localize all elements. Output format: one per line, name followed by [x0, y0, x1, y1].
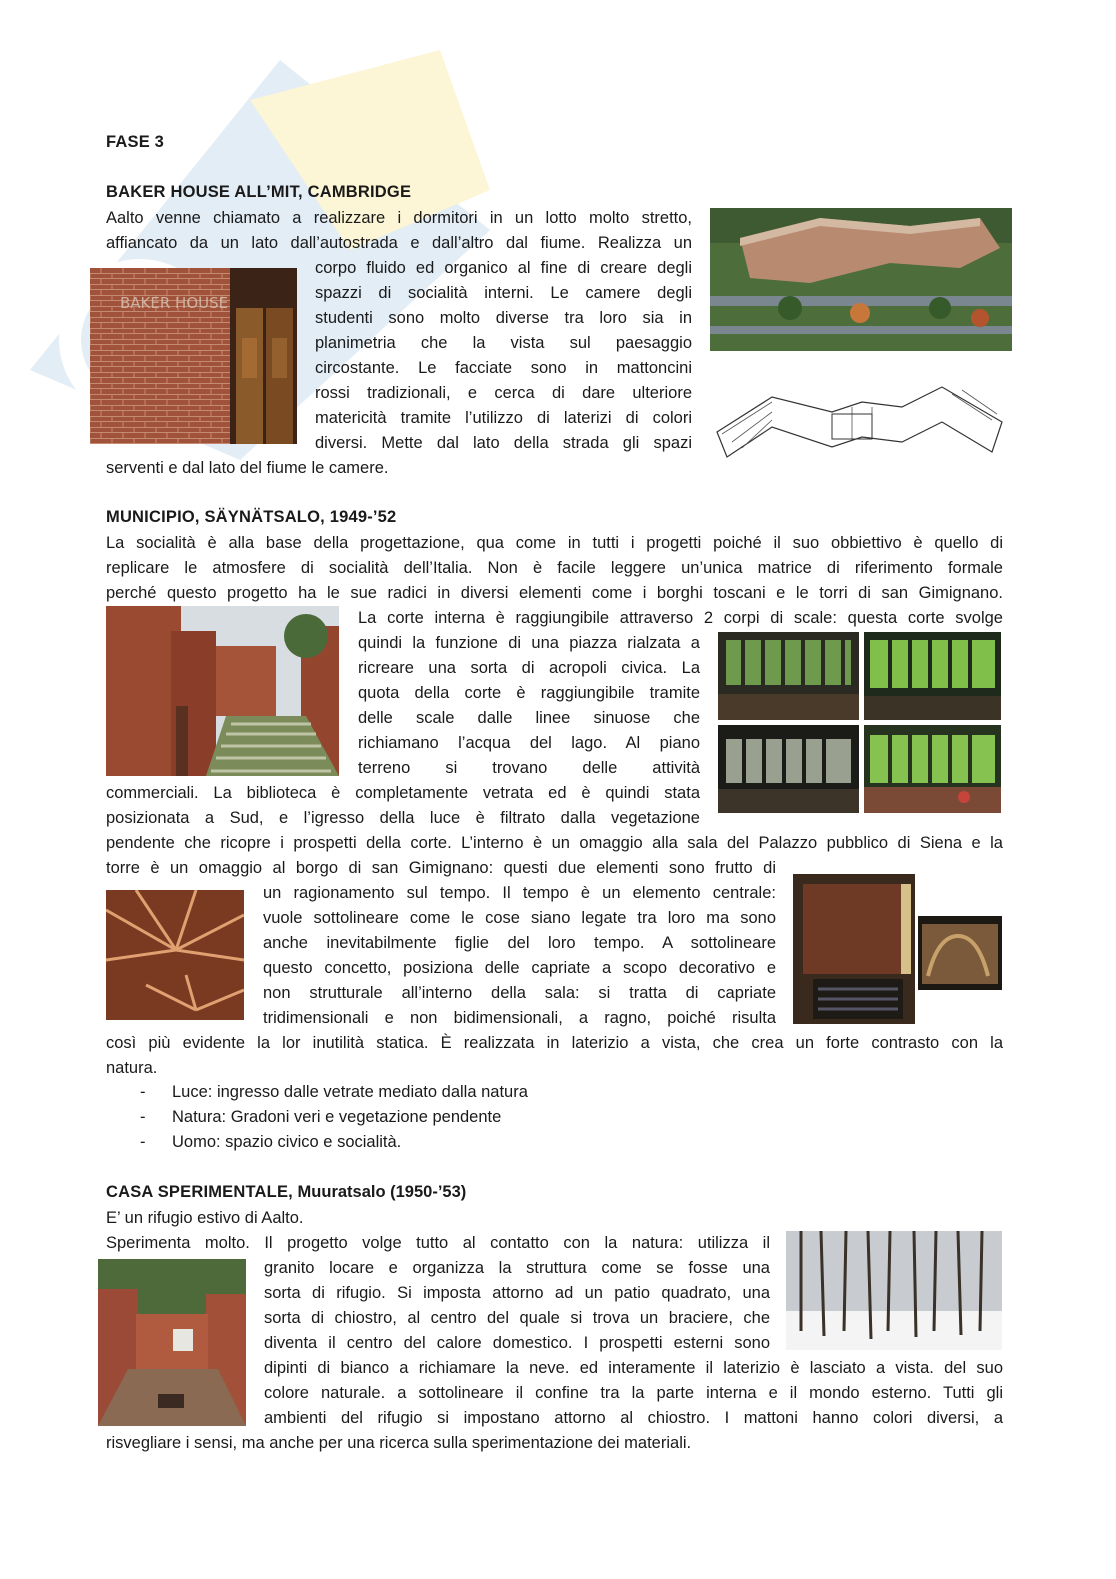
casa-line: sorta di chiostro, al centro del quale si trova un braciere, che [264, 1309, 770, 1327]
library-interior-photo [718, 632, 859, 720]
municipio-line: quota della corte è raggiungibile tramite [358, 684, 700, 702]
baker-line: planimetria che la vista sul paesaggio [315, 334, 692, 352]
municipio-line: richiamano l’acqua del lago. Al piano [358, 734, 700, 752]
municipio-line: un ragionamento sul tempo. Il tempo è un elemento centrale: [263, 884, 776, 902]
casa-patio-photo [98, 1259, 246, 1426]
municipio-line: natura. [106, 1059, 158, 1077]
municipio-line: pendente che ricopre i prospetti della corte. L’interno è un omaggio alla sala del Palazzo pubblico di Siena e la [106, 834, 1003, 852]
municipio-line: replicare le atmosfere di socialità dell’Italia. Non è facile leggere un’unica matrice di riferimento formale [106, 559, 1003, 577]
municipio-line: tridimensionali e non bidimensionali, a ragno, poiché risulta [263, 1009, 776, 1027]
municipio-bullet-list [140, 1080, 528, 1155]
siena-palazzo-photo [918, 916, 1002, 990]
library-interior-photo [718, 725, 859, 813]
municipio-line: La corte interna è raggiungibile attraverso 2 corpi di scale: questa corte svolge [358, 609, 1003, 627]
municipio-line: posizionata a Sud, e l’igresso della luce è filtrato dalla vegetazione [106, 809, 700, 827]
casa-line: risvegliare i sensi, ma anche per una ricerca sulla sperimentazione dei materiali. [106, 1434, 692, 1452]
municipio-stairs-photo [106, 606, 339, 776]
baker-line: rossi tradizionali, e cerca di dare ulteriore [315, 384, 692, 402]
municipio-title: MUNICIPIO, SÄYNÄTSALO, 1949-’52 [106, 508, 397, 526]
baker-entrance-photo [90, 268, 297, 444]
municipio-line: delle scale dalle linee sinuose che [358, 709, 700, 727]
phase-title: FASE 3 [106, 133, 165, 151]
municipio-line: vuole sottolineare come le cose siano legate tra loro ma sono [263, 909, 776, 927]
municipio-line: terreno si trovano delle attività [358, 759, 700, 777]
casa-line: sorta di rifugio. Si imposta attorno ad un patio quadrato, una [264, 1284, 770, 1302]
baker-line: Aalto venne chiamato a realizzare i dormitori in un lotto molto stretto, [106, 209, 692, 227]
municipio-line: perché questo progetto ha le sue radici in diversi elementi come i borghi toscani e le torri di san Gimignano. [106, 584, 1003, 602]
library-interior-photo [864, 725, 1001, 813]
municipio-line: anche inevitabilmente figlie del loro tempo. A sottolineare [263, 934, 776, 952]
casa-line: E’ un rifugio estivo di Aalto. [106, 1209, 304, 1227]
snowy-forest-photo [786, 1231, 1002, 1350]
municipio-line: questo concetto, posiziona delle capriate a scopo decorativo e [263, 959, 776, 977]
municipio-line: ricreare una sorta di acropoli civica. La [358, 659, 700, 677]
baker-line: matericità tramite l’utilizzo di laterizi di colori [315, 409, 692, 427]
bullet-item: - Natura: Gradoni veri e vegetazione pendente [140, 1105, 528, 1130]
baker-line: circostante. Le facciate sono in mattoncini [315, 359, 692, 377]
bullet-item: - Luce: ingresso dalle vetrate mediato dalla natura [140, 1080, 528, 1105]
baker-sign-text: BAKER HOUSE [120, 294, 229, 312]
casa-title [106, 1183, 466, 1202]
baker-line: diversi. Mette dal lato della strada gli spazi [315, 434, 692, 452]
baker-line: affiancato da un lato dall’autostrada e dall’altro dal fiume. Realizza un [106, 234, 692, 252]
baker-line: spazzi di socialità interni. Le camere degli [315, 284, 692, 302]
bullet-item: - Uomo: spazio civico e socialità. [140, 1130, 528, 1155]
municipio-line: così più evidente la lor inutilità statica. È realizzata in laterizio a vista, che crea un forte contrasto con la [106, 1034, 1003, 1052]
council-hall-truss-photo [106, 890, 244, 1020]
casa-line: diventa il centro del calore domestico. I prospetti esterni sono [264, 1334, 770, 1352]
casa-line: ambienti del rifugio si impostano attorno al chiostro. I mattoni hanno colori diversi, a [264, 1409, 1003, 1427]
casa-title-rest: Muuratsalo (1950-’53) [292, 1183, 467, 1201]
baker-line: corpo fluido ed organico al fine di creare degli [315, 259, 692, 277]
municipio-line: non strutturale all’interno della sala: si tratta di capriate [263, 984, 776, 1002]
municipio-line: La socialità è alla base della progettazione, qua come in tutti i progetti poiché il suo obbiettivo è quello di [106, 534, 1003, 552]
municipio-line: torre è un omaggio al borgo di san Gimignano: questi due elementi sono frutto di [106, 859, 776, 877]
casa-line: dipinti di bianco a richiamare la neve. ed interamente il laterizio è lasciato a vista. del suo [264, 1359, 1003, 1377]
casa-line: colore naturale. a sottolineare il confine tra la parte interna e il mondo esterno. Tutti gli [264, 1384, 1003, 1402]
casa-line: granito locare e organizza la struttura come se fosse una [264, 1259, 770, 1277]
council-hall-photo [793, 874, 915, 1024]
baker-line: studenti sono molto diverse tra loro sia in [315, 309, 692, 327]
baker-aerial-photo [710, 208, 1012, 351]
casa-line: Sperimenta molto. Il progetto volge tutto al contatto con la natura: utilizza il [106, 1234, 770, 1252]
baker-title: BAKER HOUSE ALL’MIT, CAMBRIDGE [106, 183, 412, 201]
casa-title-bold: CASA SPERIMENTALE, [106, 1183, 293, 1201]
municipio-line: quindi la funzione di una piazza rialzata a [358, 634, 700, 652]
baker-line: serventi e dal lato del fiume le camere. [106, 459, 389, 477]
municipio-line: commerciali. La biblioteca è completamente vetrata ed è quindi stata [106, 784, 700, 802]
baker-floor-plan [712, 372, 1012, 460]
library-interior-photo [864, 632, 1001, 720]
